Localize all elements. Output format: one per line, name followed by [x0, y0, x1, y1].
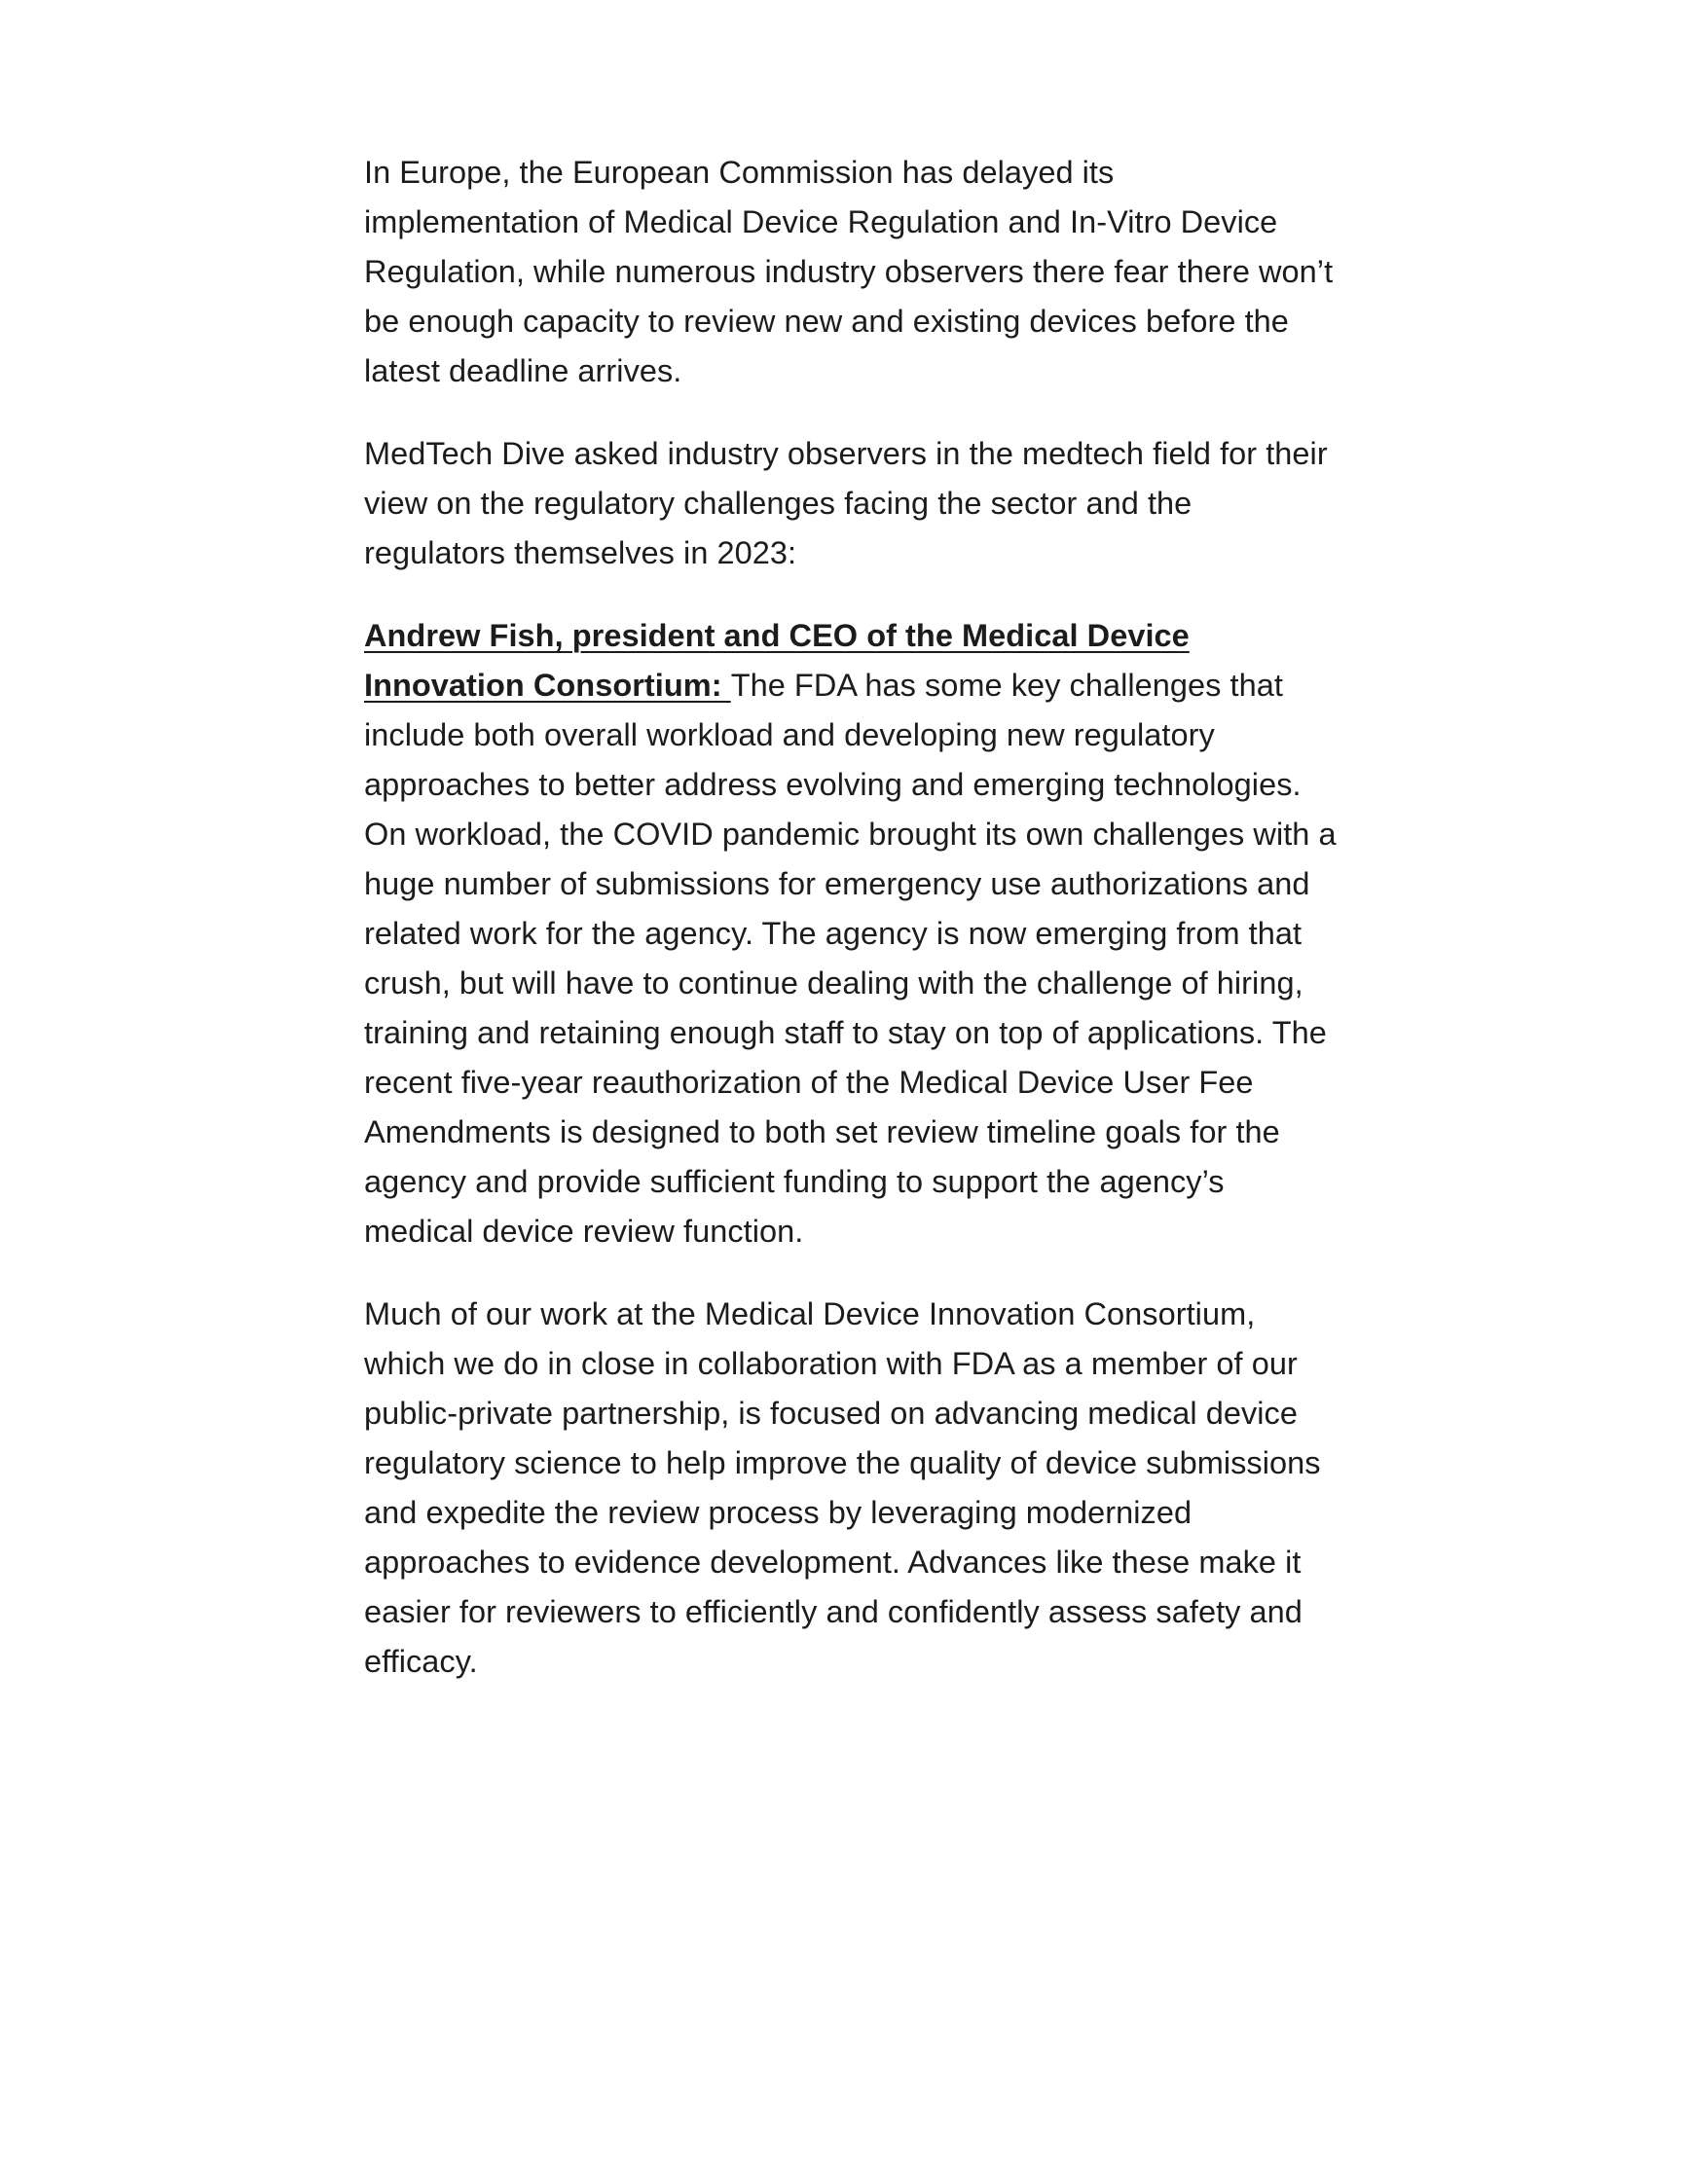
author-lead-link[interactable]: Andrew Fish, president and CEO of the Medical Device Innovation Consortium:: [364, 618, 1190, 703]
paragraph-andrew-fish-quote: [364, 611, 1338, 1256]
paragraph-medtech-dive-intro: MedTech Dive asked industry observers in the medtech field for their view on the regulatory challenges facing the sector and the regulators themselves in 2023:: [364, 436, 1328, 570]
paragraph-mdic-work: Much of our work at the Medical Device Innovation Consortium, which we do in close in collaboration with FDA as a member of our public-private partnership, is focused on advancing medical device regulatory science to help improve the quality of device submissions and expedite the review process by leveraging modernized approaches to evidence development. Advances like these make it easier for reviewers to efficiently and confidently assess safety and efficacy.: [364, 1296, 1321, 1679]
article-body: [364, 148, 1338, 1720]
paragraph-andrew-fish-text: The FDA has some key challenges that include both overall workload and developing new regulatory approaches to better address evolving and emerging technologies. On workload, the COVID pandemic brought its own challenges with a huge number of submissions for emergency use authorizations and related work for the agency. The agency is now emerging from that crush, but will have to continue dealing with the challenge of hiring, training and retaining enough staff to stay on top of applications. The recent five-year reauthorization of the Medical Device User Fee Amendments is designed to both set review timeline goals for the agency and provide sufficient funding to support the agency’s medical device review function.: [364, 668, 1337, 1249]
paragraph-europe-delay: In Europe, the European Commission has delayed its implementation of Medical Device Regulation and In-Vitro Device Regulation, while numerous industry observers there fear there won’t be enough capacity to review new and existing devices before the latest deadline arrives.: [364, 155, 1334, 388]
